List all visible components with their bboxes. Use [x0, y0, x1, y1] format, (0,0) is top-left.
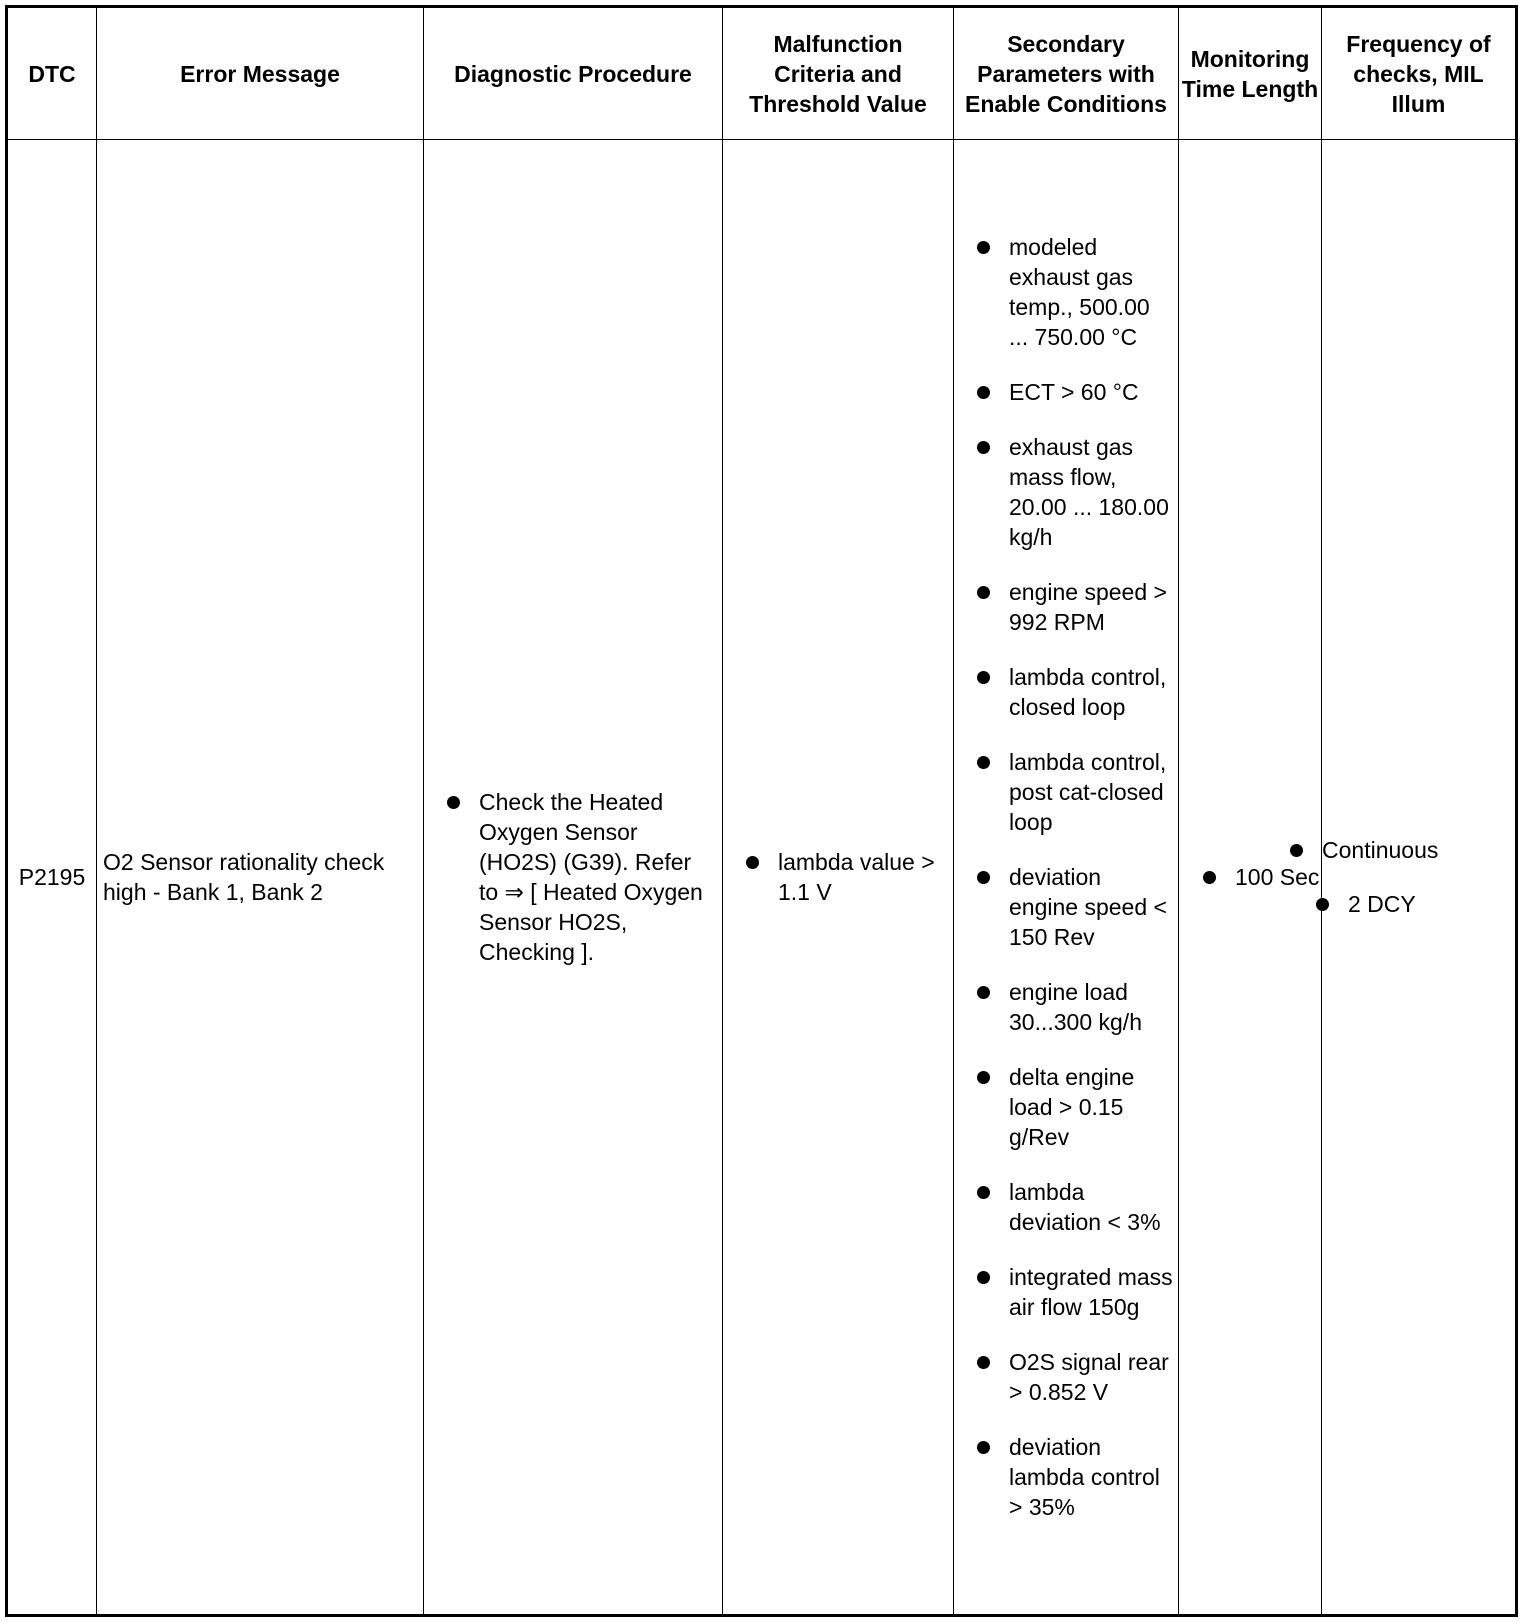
monitoring-time-cell — [1179, 140, 1322, 1616]
monitoring-time-list — [1179, 862, 1321, 892]
header-row — [7, 7, 1517, 140]
list-item: ECT > 60 °C — [1009, 377, 1174, 407]
list-item: engine load 30...300 kg/h — [1009, 977, 1174, 1037]
header-malfunction-criteria: Malfunction Criteria and Threshold Value — [723, 7, 954, 140]
frequency-list — [1322, 835, 1515, 919]
list-item: 100 Sec — [1235, 864, 1320, 890]
diagnostic-procedure-list — [424, 787, 722, 967]
list-item: 2 DCY — [1348, 889, 1515, 919]
table-row — [7, 140, 1517, 1616]
header-dtc: DTC — [7, 7, 97, 140]
header-error-message: Error Message — [97, 7, 424, 140]
list-item: lambda control, post cat-closed loop — [1009, 747, 1174, 837]
error-message: O2 Sensor rationality check high - Bank 1, Bank 2 — [97, 140, 424, 1616]
list-item: integrated mass air flow 150g — [1009, 1264, 1173, 1320]
diagnostic-procedure-cell — [424, 140, 723, 1616]
list-item: exhaust gas mass flow, 20.00 ... 180.00 kg/h — [1009, 432, 1174, 552]
list-item: Check the Heated Oxygen Sensor (HO2S) (G39). Refer to ⇒ [ Heated Oxygen Sensor HO2S, Checking ]. — [479, 787, 714, 967]
list-item: lambda deviation < 3% — [1009, 1177, 1174, 1237]
list-item: lambda value > 1.1 V — [778, 847, 953, 907]
header-diagnostic-procedure: Diagnostic Procedure — [424, 7, 723, 140]
list-item: Continuous — [1322, 835, 1515, 865]
diagnostic-table — [5, 5, 1518, 1617]
secondary-parameters-list — [954, 232, 1178, 1522]
list-item: engine speed > 992 RPM — [1009, 577, 1174, 637]
malfunction-criteria-list — [723, 847, 953, 907]
list-item: O2S signal rear > 0.852 V — [1009, 1347, 1174, 1407]
list-item: deviation lambda control > 35% — [1009, 1432, 1174, 1522]
header-monitoring-time: Monitoring Time Length — [1179, 7, 1322, 140]
header-frequency: Frequency of checks, MIL Illum — [1322, 7, 1517, 140]
header-secondary-parameters: Secondary Parameters with Enable Conditions — [954, 7, 1179, 140]
list-item: lambda control, closed loop — [1009, 662, 1174, 722]
list-item: delta engine load > 0.15 g/Rev — [1009, 1062, 1174, 1152]
secondary-parameters-cell — [954, 140, 1179, 1616]
list-item: deviation engine speed < 150 Rev — [1009, 862, 1174, 952]
frequency-cell — [1322, 140, 1517, 1616]
malfunction-criteria-cell — [723, 140, 954, 1616]
dtc-code: P2195 — [7, 140, 97, 1616]
list-item: modeled exhaust gas temp., 500.00 ... 750.00 °C — [1009, 232, 1174, 352]
